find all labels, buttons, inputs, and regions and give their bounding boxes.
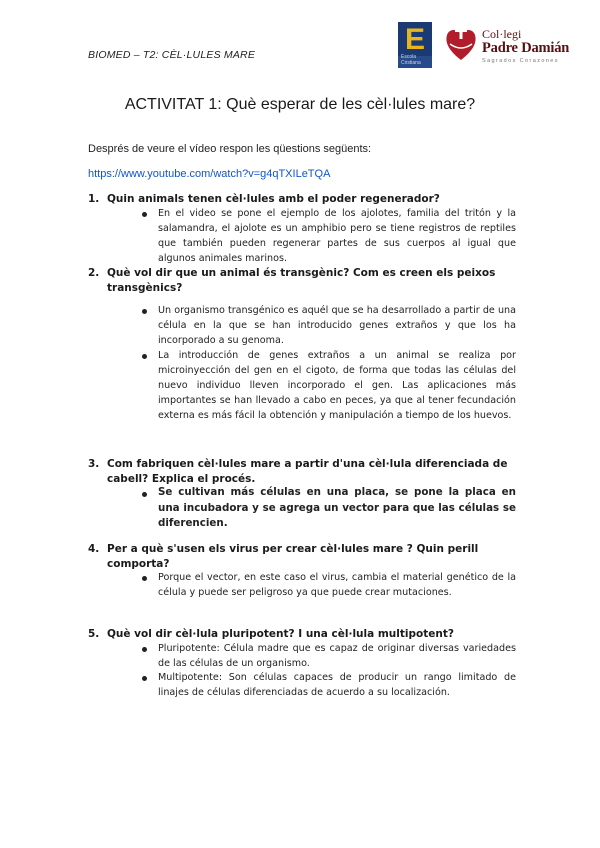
answer-5-1: Pluripotente: Célula madre que es capaz de originar diversas variedades de las células de un organismo. xyxy=(158,643,516,669)
bullet-icon xyxy=(142,212,147,217)
question-1 xyxy=(88,192,517,207)
question-number: 5. xyxy=(88,628,100,640)
question-text: Què vol dir que un animal és transgènic? Com es creen els peixos transgènics? xyxy=(107,267,496,294)
question-5 xyxy=(88,627,517,642)
question-4 xyxy=(88,542,517,572)
question-text: Quin animals tenen cèl·lules amb el poder regenerador? xyxy=(107,193,440,205)
logo-e-letter: E xyxy=(404,23,425,56)
intro-text: Després de veure el vídeo respon les qüestions següents: xyxy=(88,143,372,155)
bullet-icon xyxy=(142,676,147,681)
activity-title: ACTIVITAT 1: Què esperar de les cèl·lules mare? xyxy=(124,96,476,113)
answer-5-2: Multipotente: Son células capaces de producir un rango limitado de linajes de células diferenciadas de acuerdo a su localización. xyxy=(158,672,516,698)
bullet-icon xyxy=(142,647,147,652)
course-label: BIOMED – T2: CÈL·LULES MARE xyxy=(88,49,256,61)
question-number: 1. xyxy=(88,193,100,205)
question-text: Per a què s'usen els virus per crear cèl·lules mare ? Quin perill comporta? xyxy=(107,543,479,570)
question-number: 2. xyxy=(88,267,100,279)
answer-3-1: Se cultivan más células en una placa, se pone la placa en una incubadora y se agrega un vector para que las células se diferencien. xyxy=(158,486,516,529)
logo-e-caption: Escola Cristiana xyxy=(401,54,421,66)
escola-cristiana-logo xyxy=(398,22,432,68)
sacred-heart-icon xyxy=(444,24,478,64)
bullet-icon xyxy=(142,309,147,314)
question-2 xyxy=(88,266,517,296)
school-name-line2: Padre Damián xyxy=(482,40,570,56)
bullet-icon xyxy=(142,492,147,497)
school-name-line1: Col·legi xyxy=(482,27,522,41)
video-link[interactable]: https://www.youtube.com/watch?v=g4qTXILeTQA xyxy=(88,168,331,180)
answer-2-1: Un organismo transgénico es aquél que se ha desarrollado a partir de una célula en la que se han introducido genes extraños y que los ha incorporado a su genoma. xyxy=(158,305,516,346)
answer-2-2: La introducción de genes extraños a un animal se realiza por microinyección del gen en el cigoto, de forma que todas las células del nuevo individuo lleven incorporado el gen. Las aplicaciones más importantes se han llevado a cabo en peces, ya que al tener fecundación externa es más fácil la obtención y manipulación a tiempo de los huevos. xyxy=(158,350,516,421)
bullet-icon xyxy=(142,576,147,581)
answer-4-1: Porque el vector, en este caso el virus, cambia el material genético de la célula y puede ser peligroso ya que puede crear mutaciones. xyxy=(158,572,516,598)
question-text: Com fabriquen cèl·lules mare a partir d'una cèl·lula diferenciada de cabell? Explica el procés. xyxy=(107,458,508,485)
bullet-icon xyxy=(142,354,147,359)
padre-damian-logo xyxy=(444,24,574,68)
question-number: 4. xyxy=(88,543,100,555)
school-name-line3: Sagrados Corazones xyxy=(482,58,559,64)
question-text: Què vol dir cèl·lula pluripotent? I una cèl·lula multipotent? xyxy=(107,628,454,640)
question-number: 3. xyxy=(88,458,100,470)
question-3 xyxy=(88,457,517,487)
answer-1-1: En el video se pone el ejemplo de los ajolotes, familia del tritón y la salamandra, el ajolote es un amphibio pero se tiene registros de reptiles que también pueden regenerar partes de sus cuerpos al igual que algunos animales marinos. xyxy=(158,208,516,264)
